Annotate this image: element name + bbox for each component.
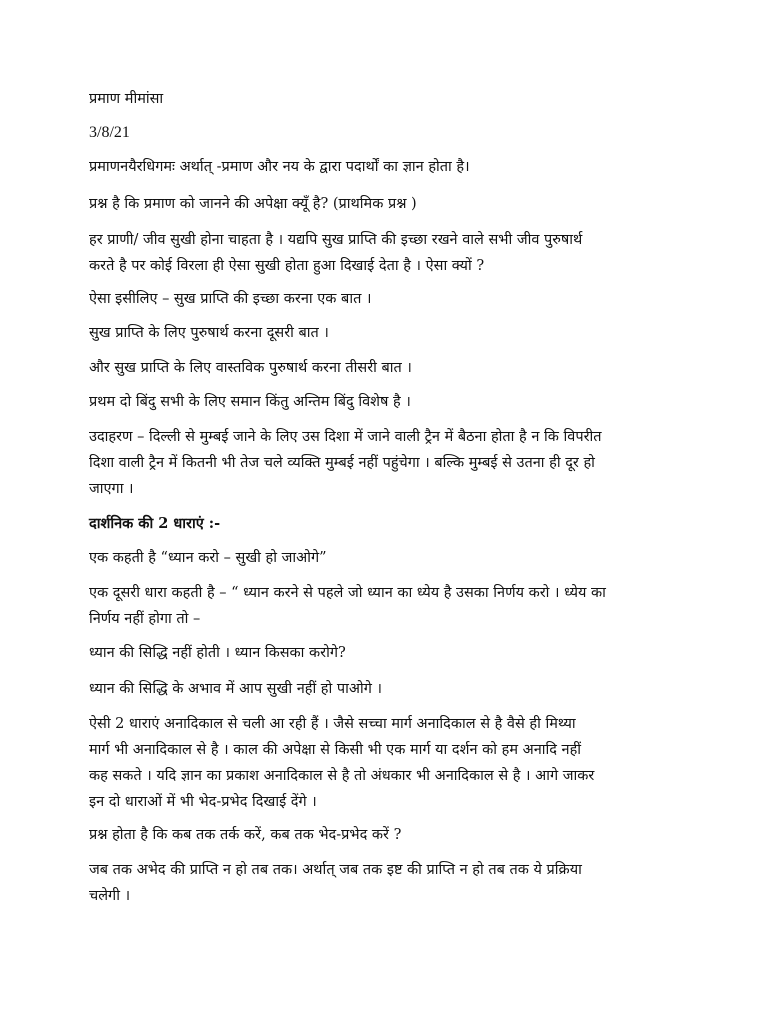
paragraph-line: उदाहरण – दिल्ली से मुम्बई जाने के लिए उस दिशा में जाने वाली ट्रैन में बैठना होता है न कि विपरीत bbox=[89, 429, 602, 445]
paragraph-15 bbox=[89, 822, 689, 848]
paragraph-line: ध्यान की सिद्धि नहीं होती । ध्यान किसका करोगे? bbox=[89, 645, 346, 661]
paragraph-line: दार्शनिक की 2 धाराएं :- bbox=[89, 515, 221, 532]
document-title: प्रमाण मीमांसा bbox=[89, 91, 164, 107]
paragraph-line: चलेगी । bbox=[89, 888, 131, 904]
paragraph-line: एक कहती है “ध्यान करो – सुखी हो जाओगे” bbox=[89, 550, 327, 566]
section-heading bbox=[89, 511, 689, 537]
paragraph-8 bbox=[89, 424, 689, 502]
paragraph-11 bbox=[89, 580, 689, 632]
paragraph-1 bbox=[89, 154, 689, 180]
paragraph-line: एक दूसरी धारा कहती है – “ ध्यान करने से पहले जो ध्यान का ध्येय है उसका निर्णय करो । ध्येय का bbox=[89, 585, 606, 601]
paragraph-line: सुख प्राप्ति के लिए पुरुषार्थ करना दूसरी बात । bbox=[89, 325, 329, 341]
paragraph-line: करते है पर कोई विरला ही ऐसा सुखी होता हुआ दिखाई देता है । ऐसा क्यों ? bbox=[89, 258, 485, 274]
paragraph-line: ऐसा इसीलिए – सुख प्राप्ति की इच्छा करना एक बात । bbox=[89, 291, 372, 307]
paragraph-line: हर प्राणी/ जीव सुखी होना चाहता है । यद्यपि सुख प्राप्ति की इच्छा रखने वाले सभी जीव पुरुषार्थ bbox=[89, 232, 583, 248]
paragraph-line: दिशा वाली ट्रैन में कितनी भी तेज चले व्यक्ति मुम्बई नहीं पहुंचेगा । बल्कि मुम्बई से उतना ही दूर हो bbox=[89, 455, 595, 471]
document-date: 3/8/21 bbox=[89, 124, 130, 141]
paragraph-6 bbox=[89, 355, 689, 381]
paragraph-line: इन दो धाराओं में भी भेद-प्रभेद दिखाई देंगे । bbox=[89, 794, 317, 810]
paragraph-line: और सुख प्राप्ति के लिए वास्तविक पुरुषार्थ करना तीसरी बात । bbox=[89, 360, 412, 376]
paragraph-line: प्रश्न है कि प्रमाण को जानने की अपेक्षा क्यूँ है? (प्राथमिक प्रश्न ) bbox=[89, 196, 417, 212]
paragraph-line: जब तक अभेद की प्राप्ति न हो तब तक। अर्थात् जब तक इष्ट की प्राप्ति न हो तब तक ये प्रक्रिया bbox=[89, 862, 582, 878]
paragraph-12 bbox=[89, 640, 689, 666]
paragraph-7 bbox=[89, 389, 689, 415]
paragraph-line: प्रमाणनयैरधिगमः अर्थात् -प्रमाण और नय के द्वारा पदार्थों का ज्ञान होता है। bbox=[89, 159, 470, 175]
paragraph-line: जाएगा । bbox=[89, 481, 134, 497]
paragraph-line: मार्ग भी अनादिकाल से है । काल की अपेक्षा से किसी भी एक मार्ग या दर्शन को हम अनादि नहीं bbox=[89, 742, 582, 758]
paragraph-line: प्रथम दो बिंदु सभी के लिए समान किंतु अन्तिम बिंदु विशेष है । bbox=[89, 394, 411, 410]
paragraph-4 bbox=[89, 286, 689, 312]
paragraph-line: प्रश्न होता है कि कब तक तर्क करें, कब तक भेद-प्रभेद करें ? bbox=[89, 827, 402, 843]
paragraph-5 bbox=[89, 320, 689, 346]
paragraph-line: ध्यान की सिद्धि के अभाव में आप सुखी नहीं हो पाओगे । bbox=[89, 681, 382, 697]
paragraph-14 bbox=[89, 711, 689, 815]
paragraph-line: ऐसी 2 धाराएं अनादिकाल से चली आ रही हैं । जैसे सच्चा मार्ग अनादिकाल से है वैसे ही मिथ्या bbox=[89, 716, 576, 732]
paragraph-line: कह सकते । यदि ज्ञान का प्रकाश अनादिकाल से है तो अंधकार भी अनादिकाल से है । आगे जाकर bbox=[89, 768, 595, 784]
paragraph-16 bbox=[89, 857, 689, 909]
paragraph-line: निर्णय नहीं होगा तो – bbox=[89, 611, 201, 627]
paragraph-13 bbox=[89, 676, 689, 702]
paragraph-2 bbox=[89, 191, 689, 217]
paragraph-3 bbox=[89, 227, 689, 279]
paragraph-10 bbox=[89, 545, 689, 571]
